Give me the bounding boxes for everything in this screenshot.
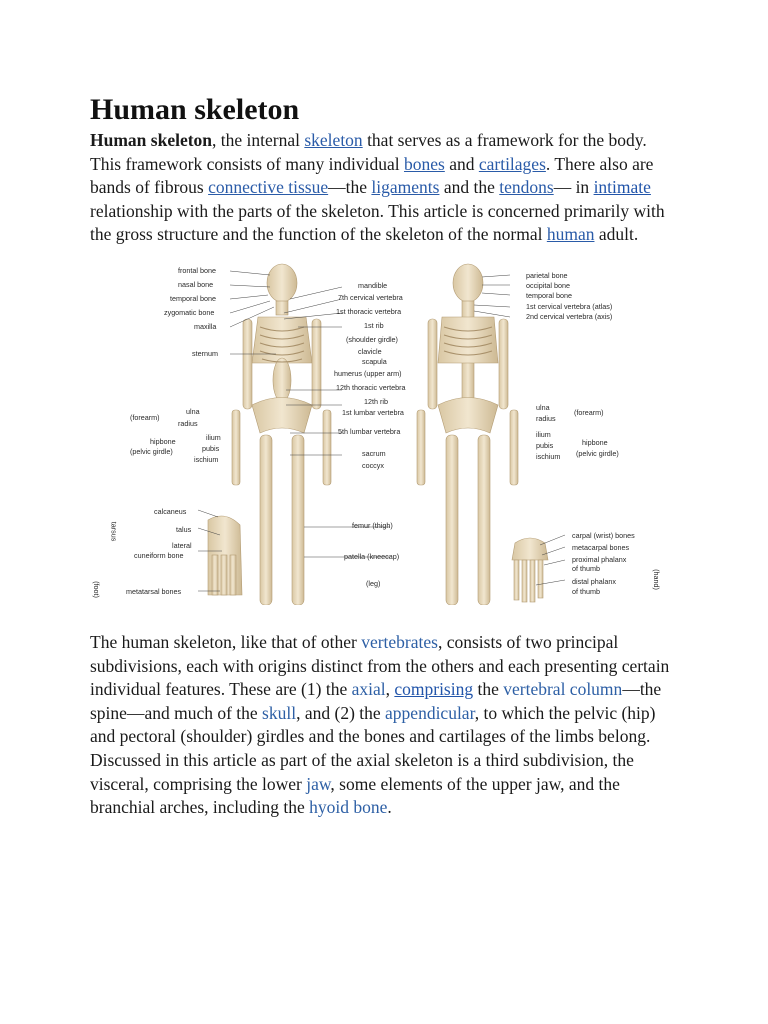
label-pubis-back: pubis [536,440,554,450]
link-ligaments[interactable]: ligaments [371,177,440,198]
link-hyoid-bone[interactable]: hyoid bone [309,797,388,818]
label-calcaneus: calcaneus [154,506,187,516]
label-carpal: carpal (wrist) bones [572,530,635,540]
label-5th-lumbar: 5th lumbar vertebra [338,426,401,436]
label-lateral: lateral [172,540,192,550]
label-1st-thoracic: 1st thoracic vertebra [336,306,402,316]
label-mandible: mandible [358,280,388,290]
label-scapela: scapula [362,356,387,366]
label-cuneiform: cuneiform bone [134,550,184,560]
link-appendicular[interactable]: appendicular [385,702,475,723]
link-comprising[interactable]: comprising [394,679,474,700]
text: the [473,679,504,700]
link-skeleton[interactable]: skeleton [304,130,363,150]
label-temporal-bone-back: temporal bone [526,290,572,300]
text: The human skeleton, like that of other [90,631,362,652]
label-proximal-phalanx: proximal phalanx [572,554,627,564]
intro-paragraph [90,129,680,247]
link-cartilages[interactable]: cartilages [478,153,546,174]
lead-term: Human skeleton [90,130,213,150]
label-ilium-back: ilium [536,429,551,439]
link-jaw[interactable]: jaw [306,773,331,794]
label-talus: talus [176,524,192,534]
label-shoulder-girdle: (shoulder girdle) [346,334,398,344]
text: —the spine—and much of the [90,679,662,723]
text: that serves as a framework for the body. This framework consists of many individual [90,130,647,174]
body-paragraph [90,631,680,820]
label-12th-thoracic: 12th thoracic vertebra [336,382,406,392]
label-nasal-bone: nasal bone [178,279,214,289]
label-radius-back: radius [536,413,556,423]
label-pubis: pubis [202,443,220,453]
text: relationship with the parts of the skeleton. This article is concerned primarily with the gross structure and the function of the skeleton of the normal [90,200,665,245]
label-temporal-bone: temporal bone [170,293,216,303]
text: — in [553,177,594,198]
label-sacrum: sacrum [362,448,386,458]
label-axis: 2nd cervical vertebra (axis) [526,311,613,321]
label-tarsus: tarsus [109,521,119,542]
label-leg: (leg) [366,578,381,588]
link-tendons[interactable]: tendons [499,177,554,198]
link-vertebral-column[interactable]: vertebral column [503,679,623,700]
label-distal-phalanx: distal phalanx [572,576,616,586]
page-title: Human skeleton [90,93,300,126]
label-of-thumb-1: of thumb [572,563,600,573]
label-zygomatic-bone: zygomatic bone [164,307,215,317]
link-bones[interactable]: bones [403,153,445,174]
label-coccyx: coccyx [362,460,384,470]
article [90,92,680,820]
label-forearm-left: (forearm) [130,412,160,422]
label-hipbone-right: hipbone [582,437,608,447]
link-intimate[interactable]: intimate [593,177,651,198]
label-parietal-bone: parietal bone [526,270,568,280]
label-atlas: 1st cervical vertebra (atlas) [526,301,613,311]
label-1st-rib: 1st rib [364,320,384,330]
label-metacarpal: metacarpal bones [572,542,630,552]
link-human[interactable]: human [546,224,595,245]
label-radius: radius [178,418,198,428]
text: . [387,797,392,818]
link-connective-tissue[interactable]: connective tissue [208,177,329,198]
label-ilium: ilium [206,432,221,442]
label-foot: (foot) [91,581,101,598]
label-femur: femur (thigh) [352,520,393,530]
text: and the [439,177,500,198]
label-frontal-bone: frontal bone [178,265,216,275]
label-of-thumb-2: of thumb [572,586,600,596]
label-metatarsal: metatarsal bones [126,586,182,596]
text: and [444,153,479,174]
label-1st-lumbar: 1st lumbar vertebra [342,407,404,417]
label-sternum: sternum [192,348,218,358]
label-hand: (hand) [651,569,661,590]
label-clavicle: clavicle [358,346,382,356]
label-pelvic-girdle-right: (pelvic girdle) [576,448,619,458]
link-skull[interactable]: skull [262,702,297,723]
label-ischium: ischium [194,454,219,464]
text: , consists of two principal subdivisions, each with origins distinct from the others and each presenting certain individual features. These are (1) the [90,631,670,700]
text: , to which the pelvic (hip) and pectoral (shoulder) girdles and the bones and cartilages of the limbs belong. Discussed in this article as part of the axial skeleton is a third subdivision, the visceral, comprising the lower [90,702,656,794]
label-pelvic-girdle-left: (pelvic girdle) [130,446,173,456]
text: . There also are bands of fibrous [90,153,654,198]
label-maxilla: maxilla [194,321,217,331]
text: , [385,679,395,700]
link-axial[interactable]: axial [351,679,386,700]
text: —the [328,177,372,198]
label-patella: patella (kneecap) [344,551,400,561]
label-12th-rib: 12th rib [364,396,388,406]
text: , the internal [212,130,305,150]
text: , and (2) the [296,702,386,723]
label-7th-cervical: 7th cervical vertebra [338,292,403,302]
text: , some elements of the upper jaw, and the branchial arches, including the [90,773,620,818]
label-forearm-right: (forearm) [574,407,604,417]
label-hipbone-left: hipbone [150,436,176,446]
link-vertebrates[interactable]: vertebrates [361,631,438,652]
label-ulna: ulna [186,406,200,416]
label-humerus: humerus (upper arm) [334,368,402,378]
text: adult. [594,224,639,245]
label-ulna-back: ulna [536,402,550,412]
label-occipital-bone: occipital bone [526,280,570,290]
label-ischium-back: ischium [536,451,561,461]
skeleton-figure [90,255,660,605]
